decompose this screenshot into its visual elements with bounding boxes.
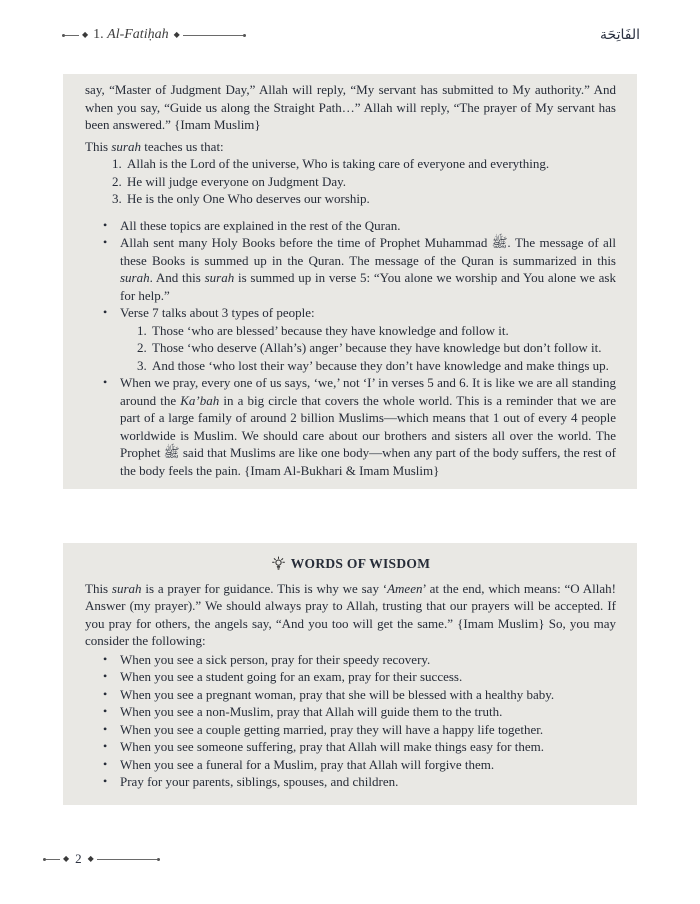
diamond-ornament-icon: ◆ <box>63 854 70 863</box>
list-item: • When you see a pregnant woman, pray that she will be blessed with a healthy baby. <box>120 686 616 704</box>
diamond-ornament-icon: ◆ <box>173 30 180 39</box>
list-item: 2. Those ‘who deserve (Allah’s) anger’ because they have knowledge but don’t follow it. <box>150 339 616 357</box>
list-item: 1. Those ‘who are blessed’ because they have knowledge and follow it. <box>150 322 616 340</box>
list-item: • When you see a funeral for a Muslim, pray that Allah will forgive them. <box>120 756 616 774</box>
italic-term: surah <box>111 580 142 596</box>
list-item: 3. And those ‘who lost their way’ because they don’t have knowledge and make things up. <box>150 357 616 375</box>
notes-list <box>85 217 616 480</box>
list-item: • When you see a non-Muslim, pray that Allah will guide them to the truth. <box>120 703 616 721</box>
text-part: ’ at the end, which means: “O Allah! Answer (my prayer).” We should always pray to Allah, trusting that our prayers will be accepted. If you pray for others, the angels say, “And you too will get the same.” {Imam Muslim} So, you may consider the following: <box>85 580 616 648</box>
words-of-wisdom-title: WORDS OF WISDOM <box>290 556 431 571</box>
chapter-name: Al-Fatiḥah <box>107 27 169 42</box>
italic-term: Ameen <box>387 580 423 596</box>
list-item <box>120 304 616 374</box>
italic-term: surah <box>120 270 150 285</box>
people-types-list <box>120 322 616 375</box>
page-number-ornament <box>43 851 160 867</box>
words-of-wisdom-heading <box>85 555 616 573</box>
list-item: • When you see a student going for an exam, pray for their success. <box>120 668 616 686</box>
ornament-line <box>97 859 157 860</box>
wisdom-paragraph <box>85 580 616 650</box>
text-part: in a big circle that covers the whole world. This is a reminder that we are part of a large family of around 2 billion Muslims—which means that 1 out of every 4 people worldwide is Muslim. We should care about our brothers and sisters all over the world. The Prophet ﷺ said that Muslims are like one body—when any part of the body suffers, the rest of the body feels the pain. {Imam Al-Bukhari & Imam Muslim} <box>120 392 616 478</box>
italic-term: surah <box>204 270 235 285</box>
list-item: • When you see a couple getting married, pray they will have a happy life together. <box>120 721 616 739</box>
ornament-line <box>46 859 60 860</box>
list-item: • Pray for your parents, siblings, spouses, and children. <box>120 773 616 791</box>
lightbulb-icon <box>271 556 286 571</box>
ornament-line <box>65 35 79 36</box>
ornament-dot <box>243 34 246 37</box>
surah-summary-box <box>63 74 637 489</box>
chapter-number: 1. <box>93 27 108 42</box>
chapter-title <box>93 27 168 43</box>
list-item: • When you see someone suffering, pray that Allah will make things easy for them. <box>120 738 616 756</box>
text-part: is a prayer for guidance. This is why we say ‘ <box>141 580 388 596</box>
dua-suggestions-list <box>85 651 616 791</box>
list-item: • When you see a sick person, pray for their speedy recovery. <box>120 651 616 669</box>
arabic-chapter-title: الفَاتِحَة <box>600 27 640 43</box>
text-part: teaches us that: <box>141 138 224 154</box>
italic-term: surah <box>111 138 141 154</box>
list-item: • All these topics are explained in the rest of the Quran. <box>120 217 616 235</box>
chapter-heading <box>62 27 246 43</box>
text-part: When we pray, every one of us says, ‘we,’ not ‘I’ in verses 5 and 6. It is like we are all standing around the <box>120 375 616 408</box>
diamond-ornament-icon: ◆ <box>87 854 94 863</box>
text-part: Verse 7 talks about 3 types of people: <box>120 305 315 320</box>
list-item: 2. He will judge everyone on Judgment Day. <box>125 173 616 191</box>
page-number: 2 <box>75 851 82 866</box>
list-item <box>120 374 616 479</box>
ornament-line <box>183 35 243 36</box>
text-part: This <box>85 580 112 596</box>
text-part: . And this <box>149 270 205 285</box>
text-part: Allah sent many Holy Books before the time of Prophet Muhammad ﷺ. The message of all these Books is summed up in the Quran. The message of the Quran is summarized in this <box>120 235 616 268</box>
list-item: 3. He is the only One Who deserves our worship. <box>125 190 616 208</box>
list-item <box>120 234 616 304</box>
italic-term: Ka’bah <box>180 392 220 408</box>
teaches-list <box>85 155 616 208</box>
words-of-wisdom-box <box>63 543 637 805</box>
diamond-ornament-icon: ◆ <box>82 30 89 39</box>
list-item: 1. Allah is the Lord of the universe, Who is taking care of everyone and everything. <box>125 155 616 173</box>
intro-paragraph: say, “Master of Judgment Day,” Allah will reply, “My servant has submitted to My authority.” And when you say, “Guide us along the Straight Path…” Allah will reply, “The prayer of My servant has been answered.” {Imam Muslim} <box>85 82 616 132</box>
text-part: is summed up in verse 5: “You alone we worship and You alone we ask for help.” <box>120 270 616 303</box>
teaches-heading <box>85 138 616 156</box>
page-footer <box>43 851 160 867</box>
ornament-dot <box>157 858 160 861</box>
text-part: This <box>85 138 112 154</box>
page-header <box>62 26 640 44</box>
